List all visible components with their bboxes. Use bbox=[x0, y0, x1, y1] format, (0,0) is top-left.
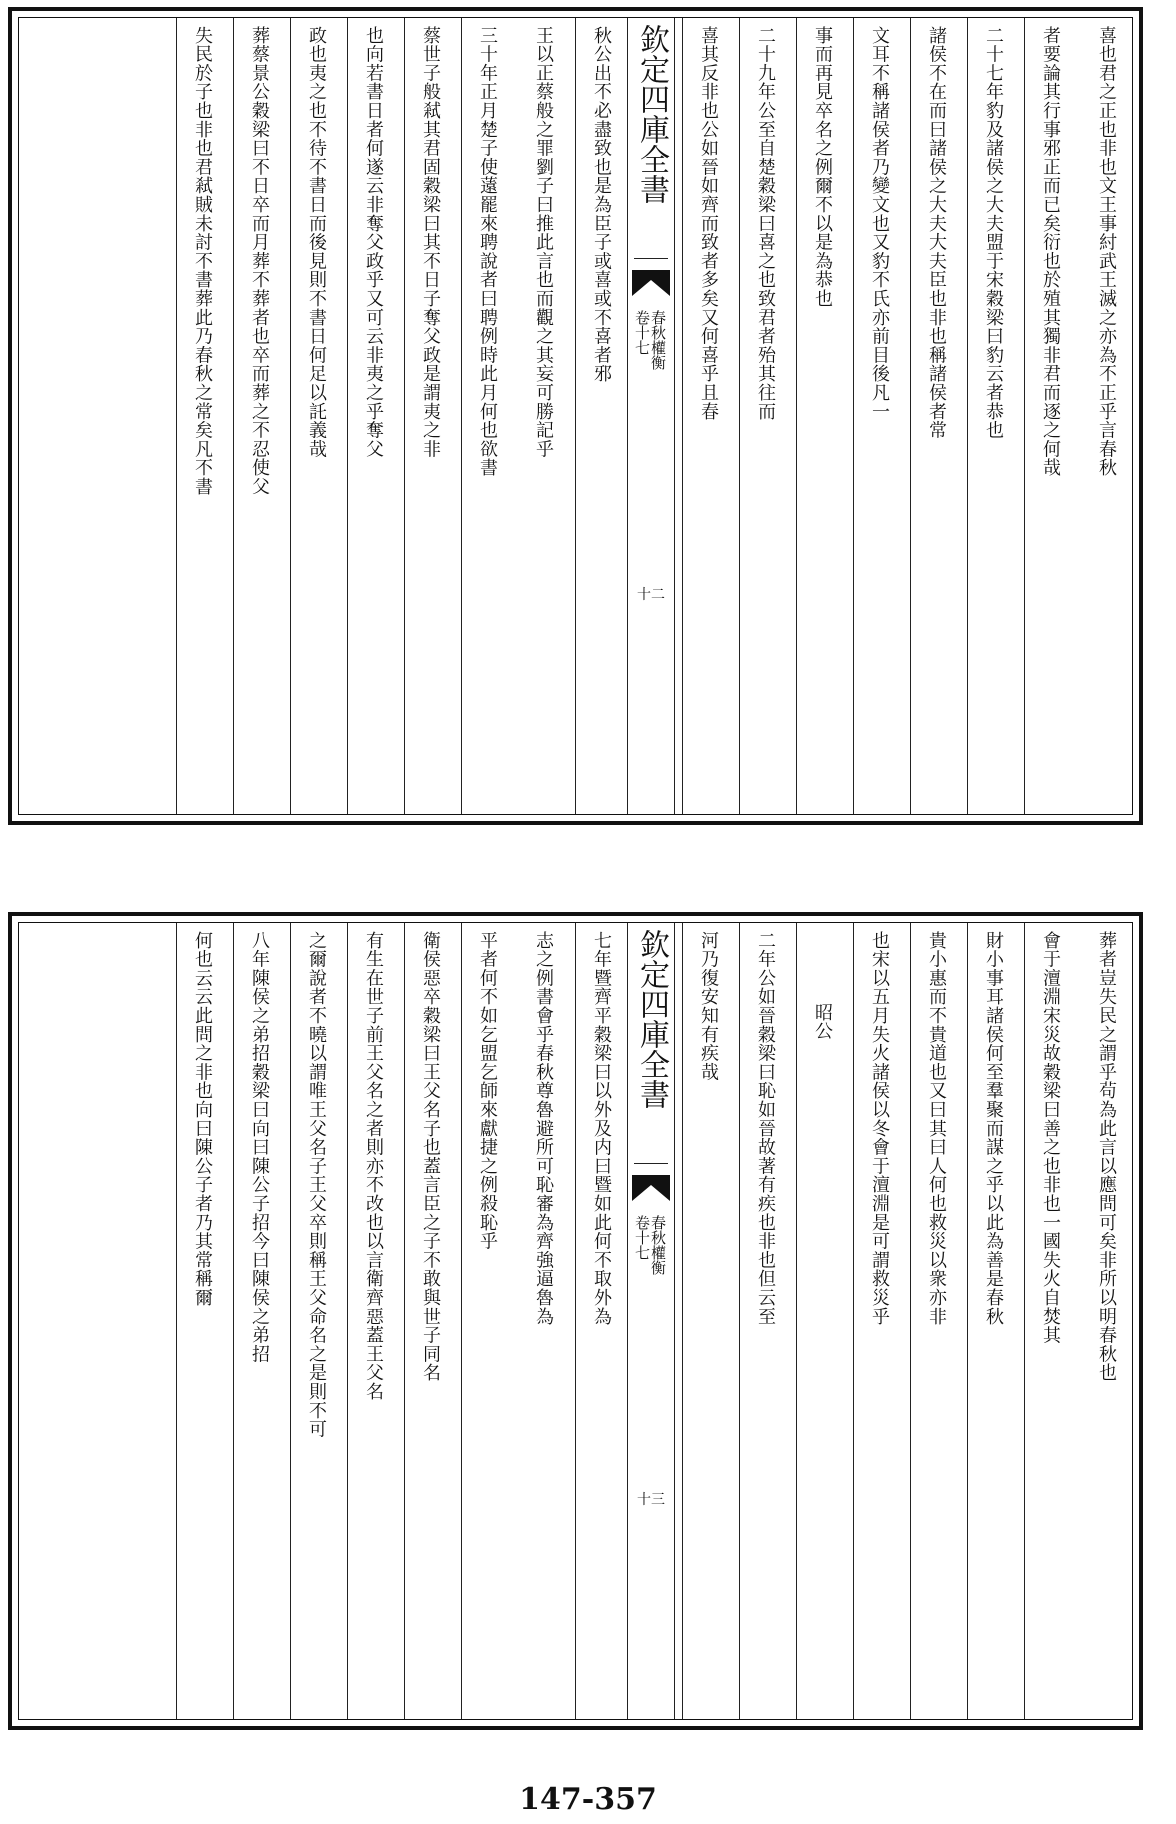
top-col-9: 秋公出不必盡致也是為臣子或喜或不喜者邪 bbox=[575, 18, 626, 814]
bottom-band-divider bbox=[634, 1163, 668, 1164]
bottom-sub-title: 春秋權衡 bbox=[649, 1215, 667, 1275]
top-col-14: 政也夷之也不待不書日而後見則不書日何足以託義哉 bbox=[290, 18, 341, 814]
bottom-col-1: 葬者豈失民之謂乎茍為此言以應問可矣非所以明春秋也 bbox=[1096, 931, 1117, 1383]
bottom-center-band bbox=[627, 923, 675, 1719]
bottom-page bbox=[8, 912, 1143, 1730]
top-page-frame bbox=[18, 17, 1133, 815]
bottom-col-4: 貴小惠而不貴道也又曰其曰人何也救災以衆亦非 bbox=[910, 923, 961, 1719]
bottom-col-9: 七年暨齊平穀梁曰以外及内曰暨如此何不取外為 bbox=[575, 923, 626, 1719]
bottom-col-7: 二年公如晉穀梁曰恥如晉故著有疾也非也但云至 bbox=[739, 923, 790, 1719]
top-col-11: 三十年正月楚子使薳罷來聘說者曰聘例時此月何也欲書 bbox=[461, 18, 512, 814]
top-col-5: 文耳不稱諸侯者乃變文也又豹不氏亦前目後凡一 bbox=[853, 18, 904, 814]
top-book-title: 欽定四庫全書 bbox=[634, 24, 669, 204]
top-col-2: 者要論其行事邪正而已矣衍也於殖其獨非君而逐之何哉 bbox=[1024, 18, 1075, 814]
bottom-col-13: 有生在世子前王父名之者則亦不改也以言衛齊惡蓋王父名 bbox=[347, 923, 398, 1719]
bottom-col-2: 會于澶淵宋災故穀梁曰善之也非也一國失火自焚其 bbox=[1024, 923, 1075, 1719]
top-volume: 卷十七 bbox=[633, 310, 651, 355]
top-col-1: 喜也君之正也非也文王事紂武王滅之亦為不正乎言春秋 bbox=[1096, 26, 1117, 478]
bottom-col-5: 也宋以五月失火諸侯以冬會于澶淵是可謂救災乎 bbox=[853, 923, 904, 1719]
top-col-7: 二十九年公至自楚穀梁曰喜之也致君者殆其往而 bbox=[739, 18, 790, 814]
fish-tail-icon bbox=[632, 1175, 670, 1201]
bottom-col-12: 衛侯惡卒穀梁曰王父名子也蓋言臣之子不敢與世子同名 bbox=[404, 923, 455, 1719]
bottom-col-8: 河乃復安知有疾哉 bbox=[682, 923, 733, 1719]
bottom-col-3: 財小事耳諸侯何至羣聚而謀之乎以此為善是春秋 bbox=[967, 923, 1018, 1719]
top-col-4: 諸侯不在而曰諸侯之大夫大夫臣也非也稱諸侯者常 bbox=[910, 18, 961, 814]
page-number: 147-357 bbox=[519, 1782, 657, 1817]
bottom-volume: 卷十七 bbox=[633, 1215, 651, 1260]
fish-tail-icon bbox=[632, 270, 670, 296]
top-sub-title: 春秋權衡 bbox=[649, 310, 667, 370]
bottom-book-title: 欽定四庫全書 bbox=[634, 929, 669, 1109]
top-col-13: 也向若書日者何遂云非奪父政乎又可云非夷之乎奪父 bbox=[347, 18, 398, 814]
top-band-divider bbox=[634, 258, 668, 259]
top-col-16: 失民於子也非也君弒賊未討不書葬此乃春秋之常矣凡不書 bbox=[176, 18, 227, 814]
top-col-15: 葬蔡景公穀梁曰不日卒而月葬不葬者也卒而葬之不忍使父 bbox=[233, 18, 284, 814]
top-page bbox=[8, 7, 1143, 825]
top-col-10: 王以正蔡般之罪劉子曰推此言也而觀之其妄可勝記乎 bbox=[533, 26, 554, 459]
top-col-3: 二十七年豹及諸侯之大夫盟于宋穀梁曰豹云者恭也 bbox=[967, 18, 1018, 814]
top-col-12: 蔡世子般弒其君固穀梁曰其不日子奪父政是謂夷之非 bbox=[404, 18, 455, 814]
bottom-col-11: 平者何不如乞盟乞師來獻捷之例殺恥乎 bbox=[461, 923, 512, 1719]
bottom-page-frame bbox=[18, 922, 1133, 1720]
bottom-col-14: 之爾說者不曉以謂唯王父名子王父卒則稱王父命名之是則不可 bbox=[290, 923, 341, 1719]
top-col-6: 事而再見卒名之例爾不以是為恭也 bbox=[796, 18, 847, 814]
bottom-col-section-title: 昭公 bbox=[796, 923, 847, 1719]
top-leaf-number: 十二 bbox=[637, 587, 665, 603]
top-center-band bbox=[627, 18, 675, 814]
top-col-8: 喜其反非也公如晉如齊而致者多矣又何喜乎且春 bbox=[682, 18, 733, 814]
bottom-col-10: 志之例書會乎春秋尊魯避所可恥審為齊強逼魯為 bbox=[533, 931, 554, 1326]
bottom-col-16: 何也云云此問之非也向曰陳公子者乃其常稱爾 bbox=[176, 923, 227, 1719]
bottom-col-15: 八年陳侯之弟招穀梁曰向曰陳公子招今曰陳侯之弟招 bbox=[233, 923, 284, 1719]
bottom-leaf-number: 十三 bbox=[637, 1492, 665, 1508]
